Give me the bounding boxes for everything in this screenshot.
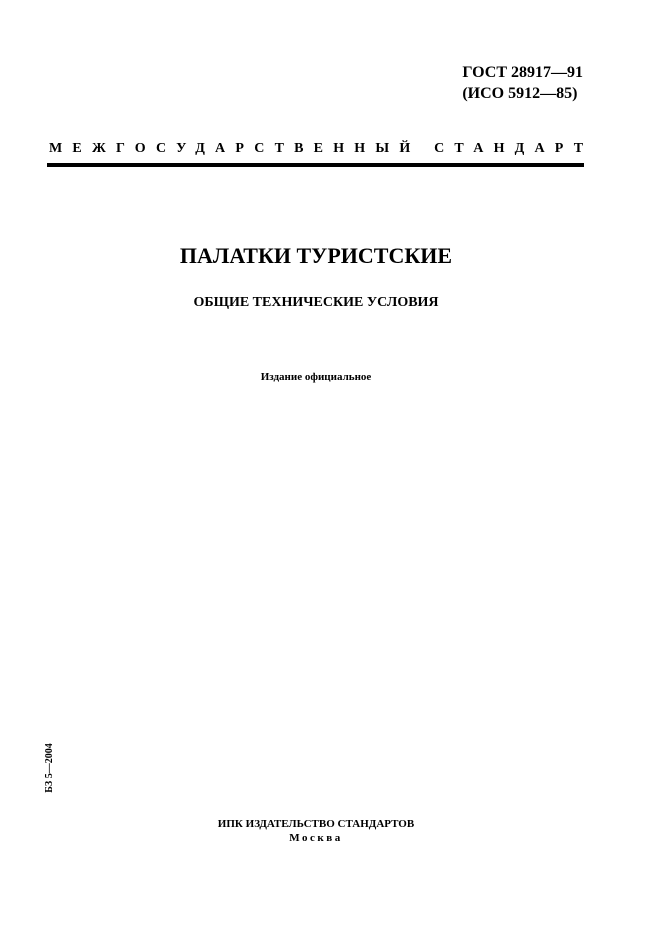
gost-number: ГОСТ 28917—91 [462,64,583,81]
standard-type-heading: МЕЖГОСУДАРСТВЕННЫЙ СТАНДАРТ [49,141,594,156]
publisher-name: ИПК ИЗДАТЕЛЬСТВО СТАНДАРТОВ [217,818,415,830]
document-subtitle: ОБЩИЕ ТЕХНИЧЕСКИЕ УСЛОВИЯ [193,295,439,310]
publisher-city: Москва [289,832,343,844]
side-code [40,738,60,798]
document-title: ПАЛАТКИ ТУРИСТСКИЕ [179,243,453,268]
edition-label: Издание официальное [260,371,372,383]
document-number-block [462,62,583,104]
iso-number: (ИСО 5912—85) [462,85,578,102]
header-divider [47,163,584,167]
side-code-text: БЗ 5—2004 [44,743,55,793]
